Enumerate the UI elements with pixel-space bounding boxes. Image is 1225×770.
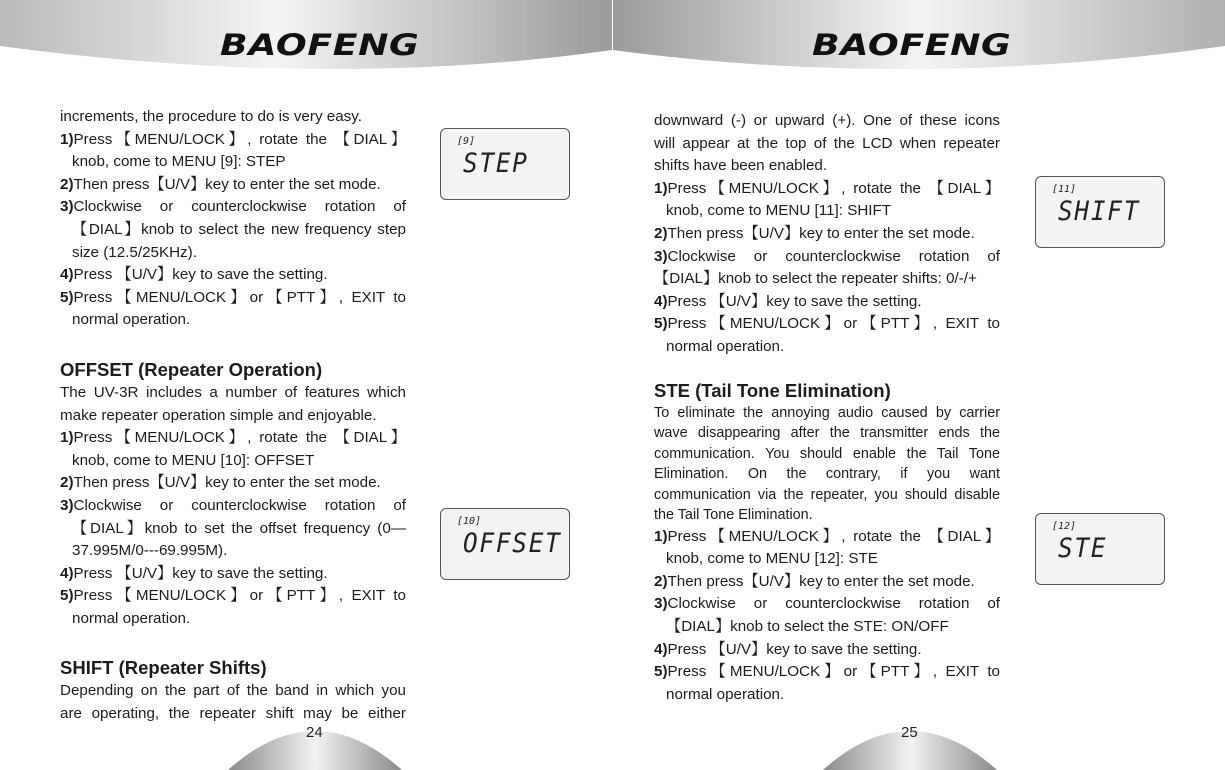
shift-intro-line: Depending on the part of the band in which you (60, 682, 406, 700)
list-item-cont: normal operation. (72, 609, 191, 627)
lcd-display-offset (440, 508, 570, 580)
list-item: 3)Clockwise or counterclockwise rotation of (654, 595, 1000, 613)
footer-arc (613, 700, 1225, 770)
list-item-cont: size (12.5/25KHz). (72, 243, 197, 261)
list-item: 2)Then press【U/V】key to enter the set mode. (654, 224, 975, 242)
page-number: 24 (306, 724, 323, 741)
list-item-cont: knob, come to MENU [12]: STE (666, 550, 878, 568)
left-page (0, 0, 612, 770)
offset-heading: OFFSET (Repeater Operation) (60, 358, 323, 380)
list-item: 1)Press【MENU/LOCK】, rotate the 【DIAL】 (654, 527, 1000, 545)
brand-logo: BAOFENG (812, 28, 1012, 62)
list-item: 2)Then press【U/V】key to enter the set mode. (60, 474, 381, 492)
list-item-cont: normal operation. (72, 311, 191, 329)
list-item-cont: 【DIAL】knob to set the offset frequency (0— (72, 519, 406, 537)
list-item: 5)Press【MENU/LOCK】or【PTT】, EXIT to (60, 587, 406, 605)
lcd-menu-text: STE (1058, 533, 1108, 564)
ste-intro-line: To eliminate the annoying audio caused by carrier (654, 404, 1000, 421)
ste-intro-line: Elimination. On the contrary, if you want (654, 466, 1000, 483)
list-item-cont: 【DIAL】knob to select the STE: ON/OFF (666, 617, 949, 635)
step-menu-steps (60, 129, 406, 332)
lcd-menu-text: SHIFT (1058, 196, 1141, 227)
list-item: 1)Press【MENU/LOCK】, rotate the 【DIAL】 (60, 429, 406, 447)
list-item-cont: normal operation. (666, 685, 785, 703)
brand-logo: BAOFENG (220, 28, 420, 62)
intro-line: will appear at the top of the LCD when repeater (654, 134, 1000, 152)
page-number: 25 (901, 724, 918, 741)
shift-intro-line: are operating, the repeater shift may be either (60, 705, 406, 723)
lcd-menu-number: [11] (1052, 184, 1077, 195)
list-item-cont: knob, come to MENU [10]: OFFSET (72, 451, 315, 469)
ste-heading: STE (Tail Tone Elimination) (654, 379, 891, 401)
lcd-display-step (440, 128, 570, 200)
shift-heading: SHIFT (Repeater Shifts) (60, 657, 267, 679)
list-item: 5)Press【MENU/LOCK】or【PTT】, EXIT to (654, 315, 1000, 333)
list-item-cont: 【DIAL】knob to select the repeater shifts: 0/-/+ (654, 270, 977, 288)
list-item-cont: 37.995M/0---69.995M). (72, 542, 228, 560)
left-content (60, 106, 406, 726)
ste-intro-line: communication via the repeater, you should disable (654, 486, 1000, 503)
lcd-display-ste (1035, 513, 1165, 585)
lcd-menu-text: OFFSET (463, 528, 562, 559)
list-item-cont: normal operation. (666, 337, 785, 355)
list-item-cont: 【DIAL】knob to select the new frequency step (72, 220, 406, 238)
list-item: 4)Press 【U/V】key to save the setting. (60, 564, 328, 582)
intro-line: shifts have been enabled. (654, 157, 828, 175)
ste-intro (654, 403, 1000, 526)
list-item: 4)Press 【U/V】key to save the setting. (654, 292, 922, 310)
offset-intro-line: The UV-3R includes a number of features which (60, 383, 406, 401)
list-item: 5)Press【MENU/LOCK】or【PTT】, EXIT to (60, 288, 406, 306)
right-page (613, 0, 1225, 770)
list-item: 3)Clockwise or counterclockwise rotation of (60, 198, 406, 216)
intro-line: increments, the procedure to do is very easy. (60, 108, 362, 125)
intro-line: downward (-) or upward (+). One of these icons (654, 112, 1000, 129)
list-item-cont: knob, come to MENU [9]: STEP (72, 153, 286, 171)
list-item: 1)Press【MENU/LOCK】, rotate the 【DIAL】 (60, 130, 406, 148)
lcd-menu-number: [12] (1052, 521, 1077, 532)
ste-intro-line: the Tail Tone Elimination. (654, 507, 813, 524)
offset-intro-line: make repeater operation simple and enjoyable. (60, 406, 377, 424)
lcd-menu-text: STEP (463, 148, 529, 179)
list-item: 2)Then press【U/V】key to enter the set mode. (60, 175, 381, 193)
right-content (654, 110, 1000, 706)
list-item: 4)Press 【U/V】key to save the setting. (60, 266, 328, 284)
lcd-menu-number: [10] (457, 516, 482, 527)
lcd-menu-number: [9] (457, 136, 476, 147)
ste-intro-line: communication. You should enable the Tail Tone (654, 445, 1000, 462)
list-item: 4)Press 【U/V】key to save the setting. (654, 640, 922, 658)
list-item-cont: knob, come to MENU [11]: SHIFT (666, 202, 892, 220)
lcd-display-shift (1035, 176, 1165, 248)
list-item: 1)Press【MENU/LOCK】, rotate the 【DIAL】 (654, 179, 1000, 197)
ste-intro-line: wave disappearing after the transmitter ends the (654, 425, 1000, 442)
list-item: 2)Then press【U/V】key to enter the set mode. (654, 572, 975, 590)
list-item: 5)Press【MENU/LOCK】or【PTT】, EXIT to (654, 663, 1000, 681)
list-item: 3)Clockwise or counterclockwise rotation of (60, 496, 406, 514)
list-item: 3)Clockwise or counterclockwise rotation of (654, 247, 1000, 265)
